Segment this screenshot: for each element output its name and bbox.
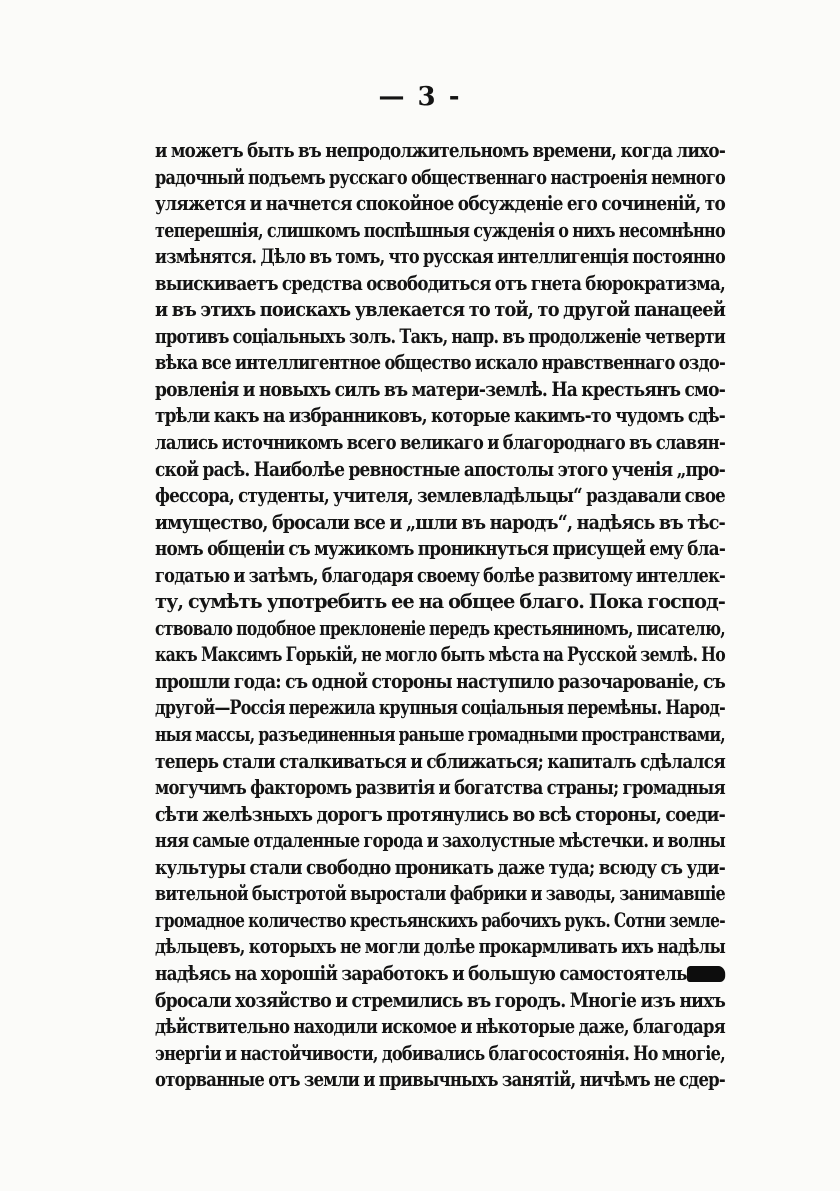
text-line: теперь стали сталкиваться и сближаться; капиталъ сдѣлался: [155, 749, 726, 773]
text-line: ствовало подобное преклоненіе передъ крестьяниномъ, писателю,: [155, 616, 726, 640]
text-line: культуры стали свободно проникать даже туда; всюду съ уди-: [155, 855, 726, 879]
page-number: — 3 -: [378, 82, 462, 112]
text-line: выискиваетъ средства освободиться отъ гнета бюрократизма,: [155, 271, 726, 295]
ink-blot: [687, 966, 725, 982]
text-line: вительной быстротой выростали фабрики и заводы, занимавшіе: [155, 882, 726, 906]
text-line: уляжется и начнется спокойное обсужденіе его сочиненій, то: [155, 192, 726, 216]
text-line: бросали хозяйство и стремились въ городъ. Многіе изъ нихъ: [155, 988, 726, 1012]
text-line: фессора, студенты, учителя, землевладѣльцы“ раздавали свое: [155, 484, 725, 508]
text-line: трѣли какъ на избранниковъ, которые какимъ-то чудомъ сдѣ-: [155, 404, 725, 428]
text-line: лались источникомъ всего великаго и благороднаго въ славян-: [155, 431, 726, 455]
text-line: имущество, бросали все и „шли въ народъ“, надѣясь въ тѣс-: [155, 510, 726, 534]
text-line: радочный подъемъ русскаго общественнаго настроенія немного: [155, 165, 726, 189]
text-line: измѣнятся. Дѣло въ томъ, что русская интеллигенція постоянно: [155, 245, 726, 269]
text-line: сѣти желѣзныхъ дорогъ протянулись во всѣ стороны, соеди-: [155, 802, 726, 826]
text-line: громадное количество крестьянскихъ рабочихъ рукъ. Сотни земле-: [155, 908, 725, 932]
text-line: дѣльцевъ, которыхъ не могли долѣе прокармливать ихъ надѣлы: [155, 935, 726, 959]
text-line: и въ этихъ поискахъ увлекается то той, то другой панацеей: [155, 298, 726, 322]
text-line: могучимъ факторомъ развитія и богатства страны; громадныя: [155, 776, 725, 800]
text-line: теперешнія, слишкомъ поспѣшныя сужденія о нихъ несомнѣнно: [155, 218, 725, 242]
text-line: прошли года: съ одной стороны наступило разочарованіе, съ: [155, 669, 726, 693]
text-line: годатью и затѣмъ, благодаря своему болѣе развитому интеллек-: [155, 563, 725, 587]
body-text: [155, 138, 725, 1094]
text-line: противъ соціальныхъ золъ. Такъ, напр. въ продолженіе четверти: [155, 324, 725, 348]
text-line: номъ общеніи съ мужикомъ проникнуться присущей ему бла-: [155, 537, 726, 561]
text-line: и можетъ быть въ непродолжительномъ времени, когда лихо-: [155, 139, 726, 162]
text-line: какъ Максимъ Горькій, не могло быть мѣста на Русской землѣ. Но: [155, 643, 726, 667]
text-line: няя самые отдаленные города и захолустные мѣстечки. и волны: [155, 829, 726, 853]
text-line: вѣка все интеллигентное общество искало нравственнаго оздо-: [155, 351, 725, 375]
text-line: энергіи и настойчивости, добивались благосостоянія. Но многіе,: [155, 1041, 725, 1065]
text-line: ту, сумѣть употребить ее на общее благо. Пока господ-: [155, 590, 726, 614]
text-line: надѣясь на хорошій заработокъ и большую самостоятель: [155, 961, 687, 985]
text-line: ской расѣ. Наиболѣе ревностные апостолы этого ученія „про-: [155, 457, 725, 481]
text-line: ныя массы, разъединенныя раньше громадными пространствами,: [155, 723, 725, 747]
text-line: оторванные отъ земли и привычныхъ занятій, ничѣмъ не сдер-: [155, 1068, 725, 1092]
text-line-with-ink-blot: [155, 961, 725, 988]
text-line: дѣйствительно находили искомое и нѣкоторые даже, благодаря: [155, 1015, 725, 1039]
text-line: другой—Россія пережила крупныя соціальныя перемѣны. Народ-: [155, 696, 726, 720]
text-line: ровленія и новыхъ силъ въ матери-землѣ. На крестьянъ смо-: [155, 377, 726, 401]
